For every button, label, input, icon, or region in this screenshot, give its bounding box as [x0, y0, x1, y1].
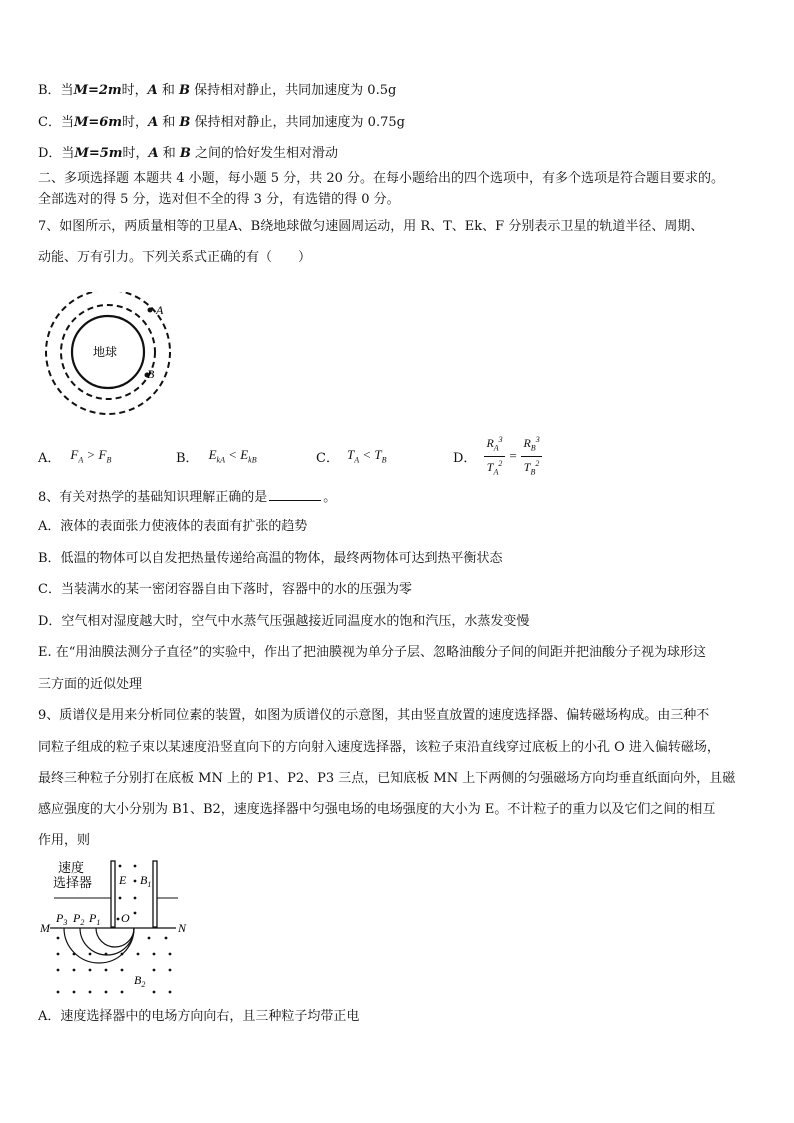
q9-option-a: A．速度选择器中的电场方向向右，且三种粒子均带正电 [38, 1009, 360, 1024]
selector-label-1: 速度 [58, 860, 85, 875]
label-a: A [156, 303, 164, 317]
q7-option-b: B． $E_{kA} < E_{kB}$ [176, 447, 257, 466]
mass-spectrometer-figure [36, 856, 196, 1002]
q8-option-c: C．当装满水的某一密闭容器自由下落时，容器中的水的压强为零 [38, 582, 412, 597]
q7-stem-line1: 7、如图所示，两质量相等的卫星A、B绕地球做匀速圆周运动，用 R、T、Ek、F 分别表示卫星的轨道半径、周期、 [38, 219, 704, 234]
p3-label: $P_3$ [56, 911, 68, 927]
q7-option-d: D． $\frac{R_A^3}{T_A^2}$ = $\frac{R_B^3}{T_B^2}$ [453, 435, 540, 476]
q7-option-c: C． $T_A < T_B$ [316, 447, 387, 466]
b1-label: $B_1$ [140, 873, 152, 889]
o-dot [117, 918, 120, 921]
q8-stem: 8、有关对热学的基础知识理解正确的是 。 [38, 490, 337, 505]
satellite-orbit-figure [40, 292, 180, 422]
selector-label-2: 选择器 [53, 875, 93, 890]
q7-option-a: A． $F_A > F_B$ [38, 447, 112, 466]
section-heading-line2: 全部选对的得 5 分，选对但不全的得 3 分，有选错的得 0 分。 [38, 192, 400, 207]
q6-option-b: B．当M=2m时，A 和 B 保持相对静止，共同加速度为 0.5g [38, 83, 397, 98]
satellite-a-dot [148, 308, 153, 313]
q6-option-c: C．当M=6m时，A 和 B 保持相对静止，共同加速度为 0.75g [38, 115, 405, 130]
q8-option-d: D．空气相对湿度越大时，空气中水蒸气压强越接近同温度水的饱和汽压，水蒸发变慢 [38, 614, 530, 629]
q8-option-e: E. 在“用油膜法测分子直径”的实验中，作出了把油膜视为单分子层、忽略油酸分子间的间距并把油酸分子视为球形这 [38, 645, 707, 660]
n-label: N [178, 921, 187, 935]
p1-label: $P_1$ [89, 911, 101, 927]
q9-stem-line1: 9、质谱仪是用来分析同位素的装置，如图为质谱仪的示意图，其由竖直放置的速度选择器、偏转磁场构成。由三种不 [38, 708, 710, 723]
q9-stem-line4: 感应强度的大小分别为 B1、B2，速度选择器中匀强电场的电场强度的大小为 E。不计粒子的重力以及它们之间的相互 [38, 802, 716, 817]
o-label: O [121, 911, 130, 925]
m-label: M [40, 921, 50, 935]
earth-label: 地球 [93, 345, 118, 359]
label-b: B [147, 367, 155, 381]
left-plate [111, 861, 115, 927]
b2-label: $B_2$ [134, 973, 146, 989]
q9-stem-line5: 作用，则 [38, 833, 91, 848]
q7-stem-line2: 动能、万有引力。下列关系式正确的有（ ） [38, 250, 312, 265]
p2-label: $P_2$ [73, 911, 85, 927]
q6-option-d: D．当M=5m时，A 和 B 之间的恰好发生相对滑动 [38, 146, 339, 161]
e-label: E [119, 873, 127, 887]
q8-option-b: B．低温的物体可以自发把热量传递给高温的物体，最终两物体可达到热平衡状态 [38, 551, 503, 566]
q8-option-a: A．液体的表面张力使液体的表面有扩张的趋势 [38, 519, 308, 534]
field-dots-b2 [57, 937, 172, 994]
q9-stem-line2: 同粒子组成的粒子束以某速度沿竖直向下的方向射入速度选择器，该粒子束沿直线穿过底板上的小孔 O 进入偏转磁场， [38, 740, 720, 755]
right-plate [153, 861, 157, 927]
q8-option-e-cont: 三方面的近似处理 [38, 677, 143, 692]
section-heading-line1: 二、多项选择题 本题共 4 小题，每小题 5 分，共 20 分。在每小题给出的四个选项中，有多个选项是符合题目要求的。 [38, 171, 725, 186]
q9-stem-line3: 最终三种粒子分别打在底板 MN 上的 P1、P2、P3 三点，已知底板 MN 上下两侧的匀强磁场方向均垂直纸面向外，且磁 [38, 771, 736, 786]
answer-blank [269, 488, 321, 501]
